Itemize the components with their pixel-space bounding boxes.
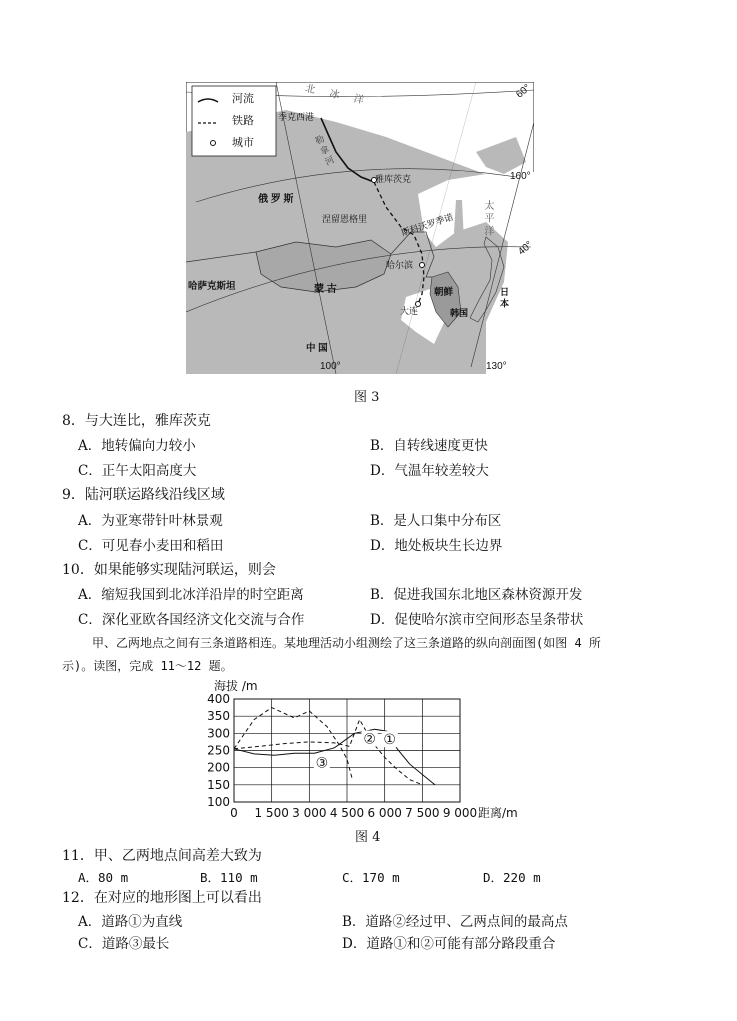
chart-xtick-label: 9 000 — [442, 806, 478, 820]
q9-option-c: C．可见春小麦田和稻田 — [78, 538, 224, 554]
q12-option-b: B．道路②经过甲、乙两点间的最高点 — [342, 914, 568, 930]
chart-xtick-label: 7 500 — [405, 806, 440, 820]
map-label-lon160: 160° — [510, 171, 531, 182]
map-label-tiksi: 季克西港 — [278, 112, 315, 122]
intro-line-1: 甲、乙两地点之间有三条道路相连。某地理活动小组测绘了这三条道路的纵向剖面图(如图 4 所 — [92, 636, 601, 650]
map-label-rok: 韩国 — [450, 308, 469, 318]
svg-text:③: ③ — [315, 755, 329, 772]
chart-xtick-label: 1 500 — [254, 806, 289, 820]
q12-option-c: C．道路③最长 — [78, 936, 170, 952]
chart-xtick-label: 4 500 — [329, 806, 365, 820]
chart-xlabel: 距离/m — [478, 806, 518, 820]
map-label-pacific: 太 平 洋 — [482, 200, 493, 236]
map-label-korea: 朝鲜 — [434, 287, 454, 298]
q11-option-d: D．220 m — [483, 870, 541, 885]
chart-xtick-label: 3 000 — [292, 806, 327, 820]
q11-option-a: A．80 m — [78, 870, 129, 885]
map-label-arctic: 北 冰 洋 — [304, 83, 371, 108]
q8-option-b: B．自转线速度更快 — [370, 438, 488, 454]
intro-line-2: 示)。读图，完成 11～12 题。 — [62, 659, 233, 673]
q8-option-a: A．地转偏向力较小 — [78, 438, 196, 454]
q9-option-a: A．为亚寒带针叶林景观 — [78, 513, 223, 529]
q10-option-d: D．促使哈尔滨市空间形态呈条带状 — [370, 612, 584, 628]
q10-stem: 10．如果能够实现陆河联运，则会 — [62, 562, 276, 578]
map-label-dalian: 大连 — [400, 306, 419, 316]
map-label-lon130: 130° — [486, 361, 507, 372]
q9-option-b: B．是人口集中分布区 — [370, 513, 502, 529]
q9-stem: 9．陆河联运路线沿线区域 — [62, 487, 225, 503]
svg-text:①: ① — [383, 732, 396, 749]
chart-ytick-label: 100 — [207, 795, 230, 809]
q10-option-c: C．深化亚欧各国经济文化交流与合作 — [78, 612, 305, 628]
map-label-harbin: 哈尔滨 — [386, 260, 414, 270]
svg-text:②: ② — [363, 731, 376, 748]
map-label-japan: 日 本 — [499, 287, 509, 308]
legend-railway: 铁路 — [232, 115, 254, 127]
map-label-lat40: 40° — [516, 239, 535, 258]
q12-stem: 12．在对应的地形图上可以看出 — [62, 890, 262, 906]
q11-option-c: C．170 m — [342, 870, 400, 885]
map-label-lena: 勒 拿 河 — [312, 133, 336, 167]
chart-ytick-label: 250 — [207, 743, 230, 758]
chart-xtick-label: 6 000 — [367, 806, 402, 820]
q10-option-b: B．促进我国东北地区森林资源开发 — [370, 587, 583, 603]
q8-stem: 8．与大连比，雅库茨克 — [62, 413, 211, 429]
map-label-lon100: 100° — [320, 361, 341, 372]
chart-ytick-label: 300 — [207, 726, 230, 741]
map-label-russia: 俄 罗 斯 — [258, 194, 294, 205]
chart-series-line-2 — [234, 720, 422, 785]
q9-option-d: D．地处板块生长边界 — [370, 538, 503, 554]
figure3-caption: 图 3 — [354, 390, 380, 405]
map-label-yakutsk: 雅库茨克 — [375, 174, 412, 184]
chart-xtick-label: 0 — [230, 806, 238, 820]
q10-option-a: A．缩短我国到北冰洋沿岸的时空距离 — [78, 587, 304, 603]
q11-option-b: B．110 m — [200, 870, 258, 885]
chart-series-label — [314, 755, 330, 772]
map-label-neryungri: 涅留恩格里 — [322, 214, 368, 224]
map-label-kazakhstan: 哈萨克斯坦 — [188, 281, 236, 292]
legend-city: 城市 — [232, 137, 254, 149]
map-label-china: 中 国 — [306, 343, 328, 354]
chart-ytick-label: 200 — [207, 760, 230, 775]
q8-option-c: C．正午太阳高度大 — [78, 463, 197, 479]
map-label-mongolia: 蒙 古 — [314, 284, 337, 295]
chart-ytick-label: 150 — [207, 777, 230, 792]
chart-ytick-label: 400 — [207, 692, 230, 706]
figure4-chart — [200, 676, 540, 824]
legend-river: 河流 — [232, 93, 254, 105]
q11-stem: 11．甲、乙两地点间高差大致为 — [62, 848, 262, 864]
q12-option-d: D．道路①和②可能有部分路段重合 — [342, 936, 556, 952]
chart-series-label — [362, 730, 378, 747]
chart-series-label — [382, 731, 398, 748]
map-label-lat60: 60° — [514, 82, 533, 101]
q8-option-d: D．气温年较差较大 — [370, 463, 489, 479]
chart-ytick-label: 350 — [207, 709, 230, 724]
figure4-caption: 图 4 — [355, 830, 381, 845]
q12-option-a: A．道路①为直线 — [78, 914, 183, 930]
chart-ylabel: 海拔 /m — [214, 679, 258, 693]
map-label-skovorodino: 斯科沃罗季诺 — [399, 211, 455, 239]
